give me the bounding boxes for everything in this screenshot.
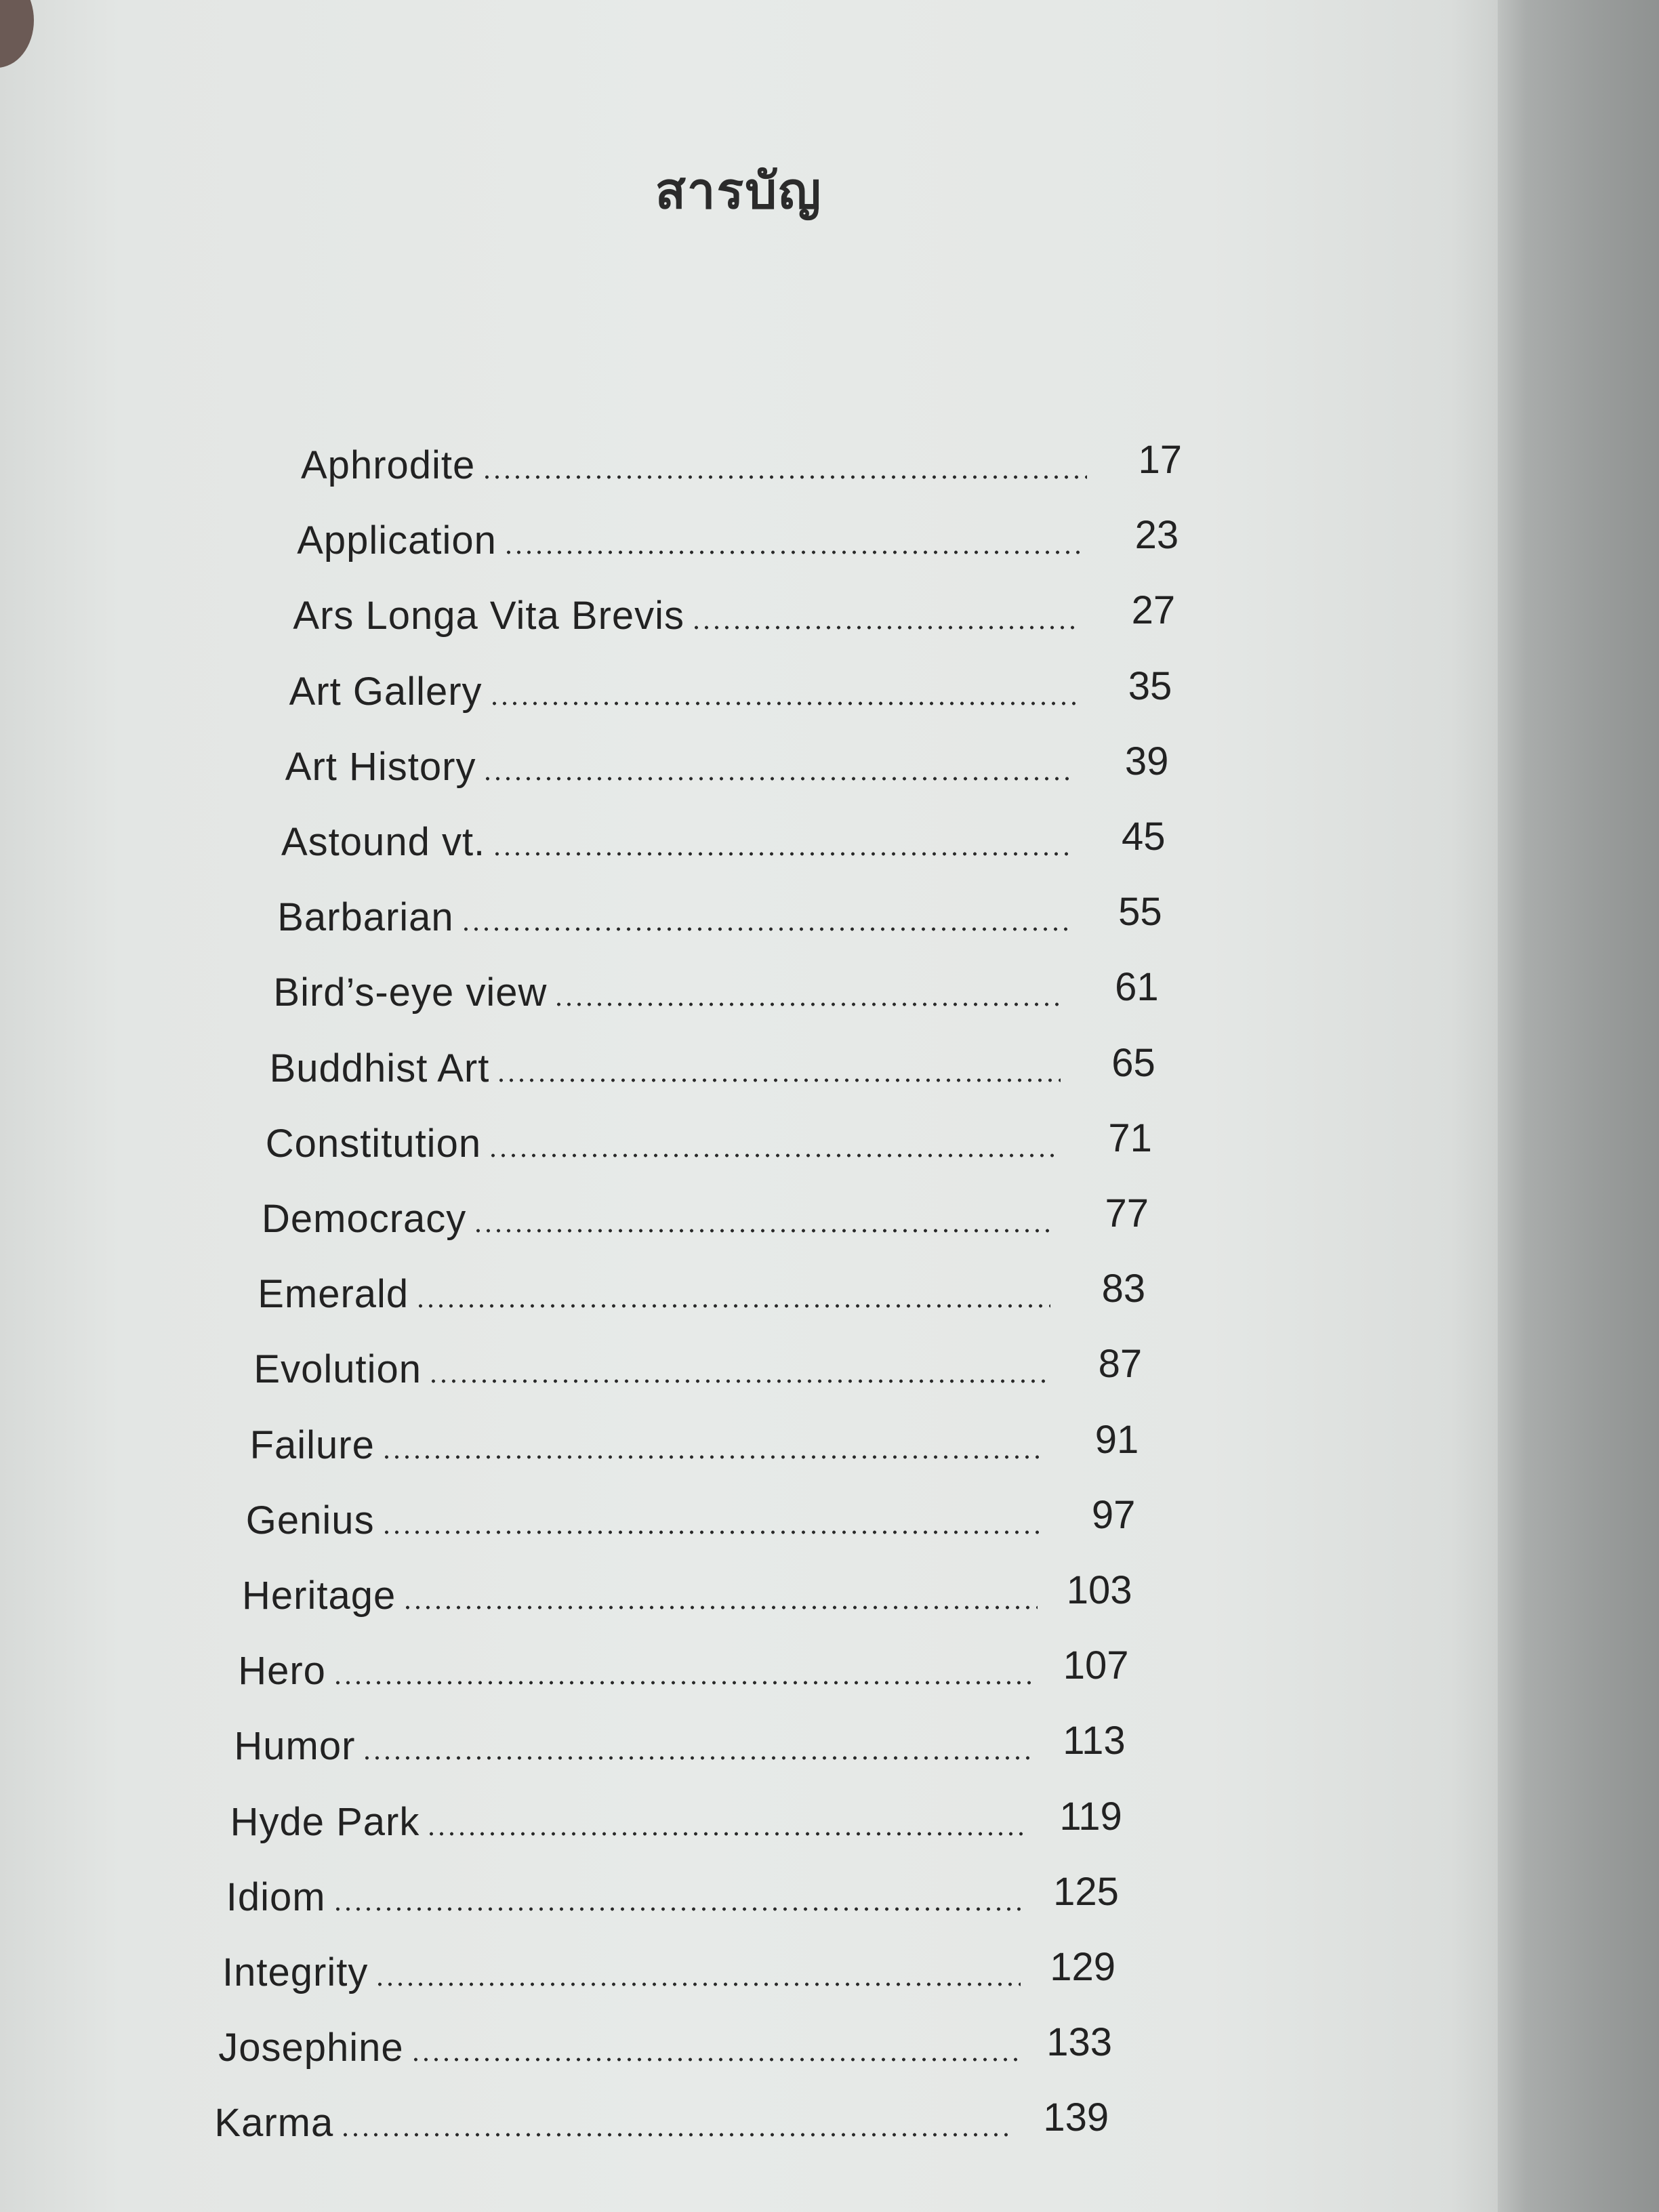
toc-entry-page-number: 91 — [1094, 1417, 1139, 1462]
toc-entry — [293, 581, 1175, 638]
toc-entry-label: Barbarian — [277, 895, 454, 940]
toc-entry — [273, 958, 1158, 1015]
toc-entry-page-number: 103 — [1066, 1568, 1132, 1612]
toc-entry — [266, 1109, 1152, 1166]
dot-leader — [362, 1756, 1030, 1760]
toc-entry-page-number: 35 — [1128, 663, 1172, 708]
toc-entry-page-number: 139 — [1043, 2095, 1109, 2140]
toc-entry — [285, 733, 1169, 790]
toc-entry-page-number: 113 — [1063, 1719, 1126, 1763]
toc-entry-page-number: 119 — [1059, 1794, 1122, 1839]
toc-entry-page-number: 27 — [1131, 588, 1176, 633]
dot-leader — [492, 852, 1070, 856]
page-title: สารบัญ — [655, 162, 823, 220]
toc-entry-label: Evolution — [253, 1347, 422, 1392]
toc-entry-label: Heritage — [242, 1574, 396, 1618]
toc-entry — [289, 657, 1172, 714]
dot-leader — [333, 1681, 1034, 1685]
dot-leader — [382, 1455, 1044, 1459]
toc-entry — [238, 1637, 1128, 1694]
toc-entry-label: Emerald — [258, 1272, 409, 1317]
dot-leader — [415, 1304, 1050, 1308]
toc-entry-label: Karma — [214, 2101, 334, 2146]
toc-entry-page-number: 61 — [1115, 965, 1159, 1010]
toc-entry-page-number: 55 — [1118, 890, 1162, 935]
toc-entry-label: Astound vt. — [281, 820, 486, 864]
toc-entry-label: Application — [297, 518, 497, 563]
toc-entry-label: Art Gallery — [289, 669, 483, 714]
dot-leader — [496, 1078, 1060, 1082]
toc-entry-label: Humor — [234, 1724, 356, 1769]
dot-leader — [382, 1530, 1041, 1534]
toc-entry-label: Idiom — [226, 1875, 326, 1919]
toc-entry — [246, 1486, 1136, 1543]
toc-entry-label: Hyde Park — [230, 1799, 420, 1844]
dot-leader — [488, 1153, 1057, 1158]
toc-entry-page-number: 107 — [1063, 1643, 1129, 1688]
toc-entry — [297, 506, 1179, 563]
dot-leader — [489, 701, 1078, 705]
toc-entry-label: Genius — [245, 1498, 375, 1542]
dot-leader — [473, 1229, 1054, 1233]
toc-entry-page-number: 45 — [1121, 815, 1166, 859]
toc-entry-page-number: 17 — [1138, 438, 1182, 482]
dot-leader — [426, 1832, 1027, 1836]
dot-leader — [691, 626, 1080, 630]
dot-leader — [482, 475, 1087, 479]
toc-entry-page-number: 39 — [1124, 739, 1169, 783]
toc-entry-label: Josephine — [218, 2026, 404, 2070]
toc-entry-label: Bird’s-eye view — [273, 970, 548, 1015]
dot-leader — [554, 1002, 1063, 1006]
toc-entry-page-number: 83 — [1101, 1267, 1146, 1311]
toc-entry — [222, 1938, 1115, 1995]
toc-entry-label: Democracy — [262, 1197, 467, 1241]
toc-entry — [230, 1788, 1122, 1845]
toc-entry — [270, 1034, 1155, 1091]
toc-entry-page-number: 125 — [1053, 1869, 1119, 1914]
dot-leader — [461, 927, 1067, 931]
toc-entry — [262, 1185, 1149, 1242]
toc-entry-page-number: 23 — [1134, 513, 1179, 558]
toc-entry — [226, 1863, 1119, 1920]
toc-entry — [277, 883, 1162, 940]
toc-entry — [281, 808, 1166, 865]
toc-entry-page-number: 97 — [1091, 1492, 1136, 1537]
toc-entry — [218, 2013, 1112, 2070]
toc-entry — [301, 431, 1182, 488]
toc-entry-page-number: 65 — [1111, 1040, 1155, 1085]
toc-entry-label: Buddhist Art — [269, 1046, 490, 1090]
dot-leader — [483, 777, 1073, 781]
dot-leader — [504, 550, 1084, 554]
dot-leader — [340, 2133, 1014, 2137]
toc-entry-label: Failure — [249, 1422, 375, 1467]
toc-entry — [253, 1335, 1142, 1392]
dot-leader — [375, 1982, 1021, 1986]
toc-entry — [258, 1260, 1145, 1317]
toc-entry — [234, 1712, 1125, 1769]
dot-leader — [403, 1605, 1037, 1610]
toc-entry-page-number: 129 — [1050, 1945, 1115, 1989]
toc-entry — [242, 1561, 1132, 1618]
toc-entry-label: Hero — [238, 1649, 326, 1694]
toc-entry-label: Ars Longa Vita Brevis — [293, 594, 685, 638]
toc-entry-page-number: 71 — [1108, 1115, 1152, 1160]
toc-entry-label: Integrity — [222, 1950, 369, 1994]
dot-leader — [411, 2057, 1017, 2062]
toc-entry — [214, 2089, 1109, 2146]
toc-entry-page-number: 77 — [1105, 1191, 1149, 1235]
toc-entry-label: Art History — [285, 744, 476, 789]
toc-entry-label: Constitution — [265, 1121, 482, 1166]
dot-leader — [428, 1379, 1047, 1383]
toc-entry-label: Aphrodite — [301, 443, 476, 487]
dot-leader — [333, 1907, 1024, 1911]
toc-entry — [250, 1411, 1139, 1468]
toc-entry-page-number: 133 — [1046, 2020, 1113, 2065]
toc-entry-page-number: 87 — [1098, 1342, 1143, 1387]
